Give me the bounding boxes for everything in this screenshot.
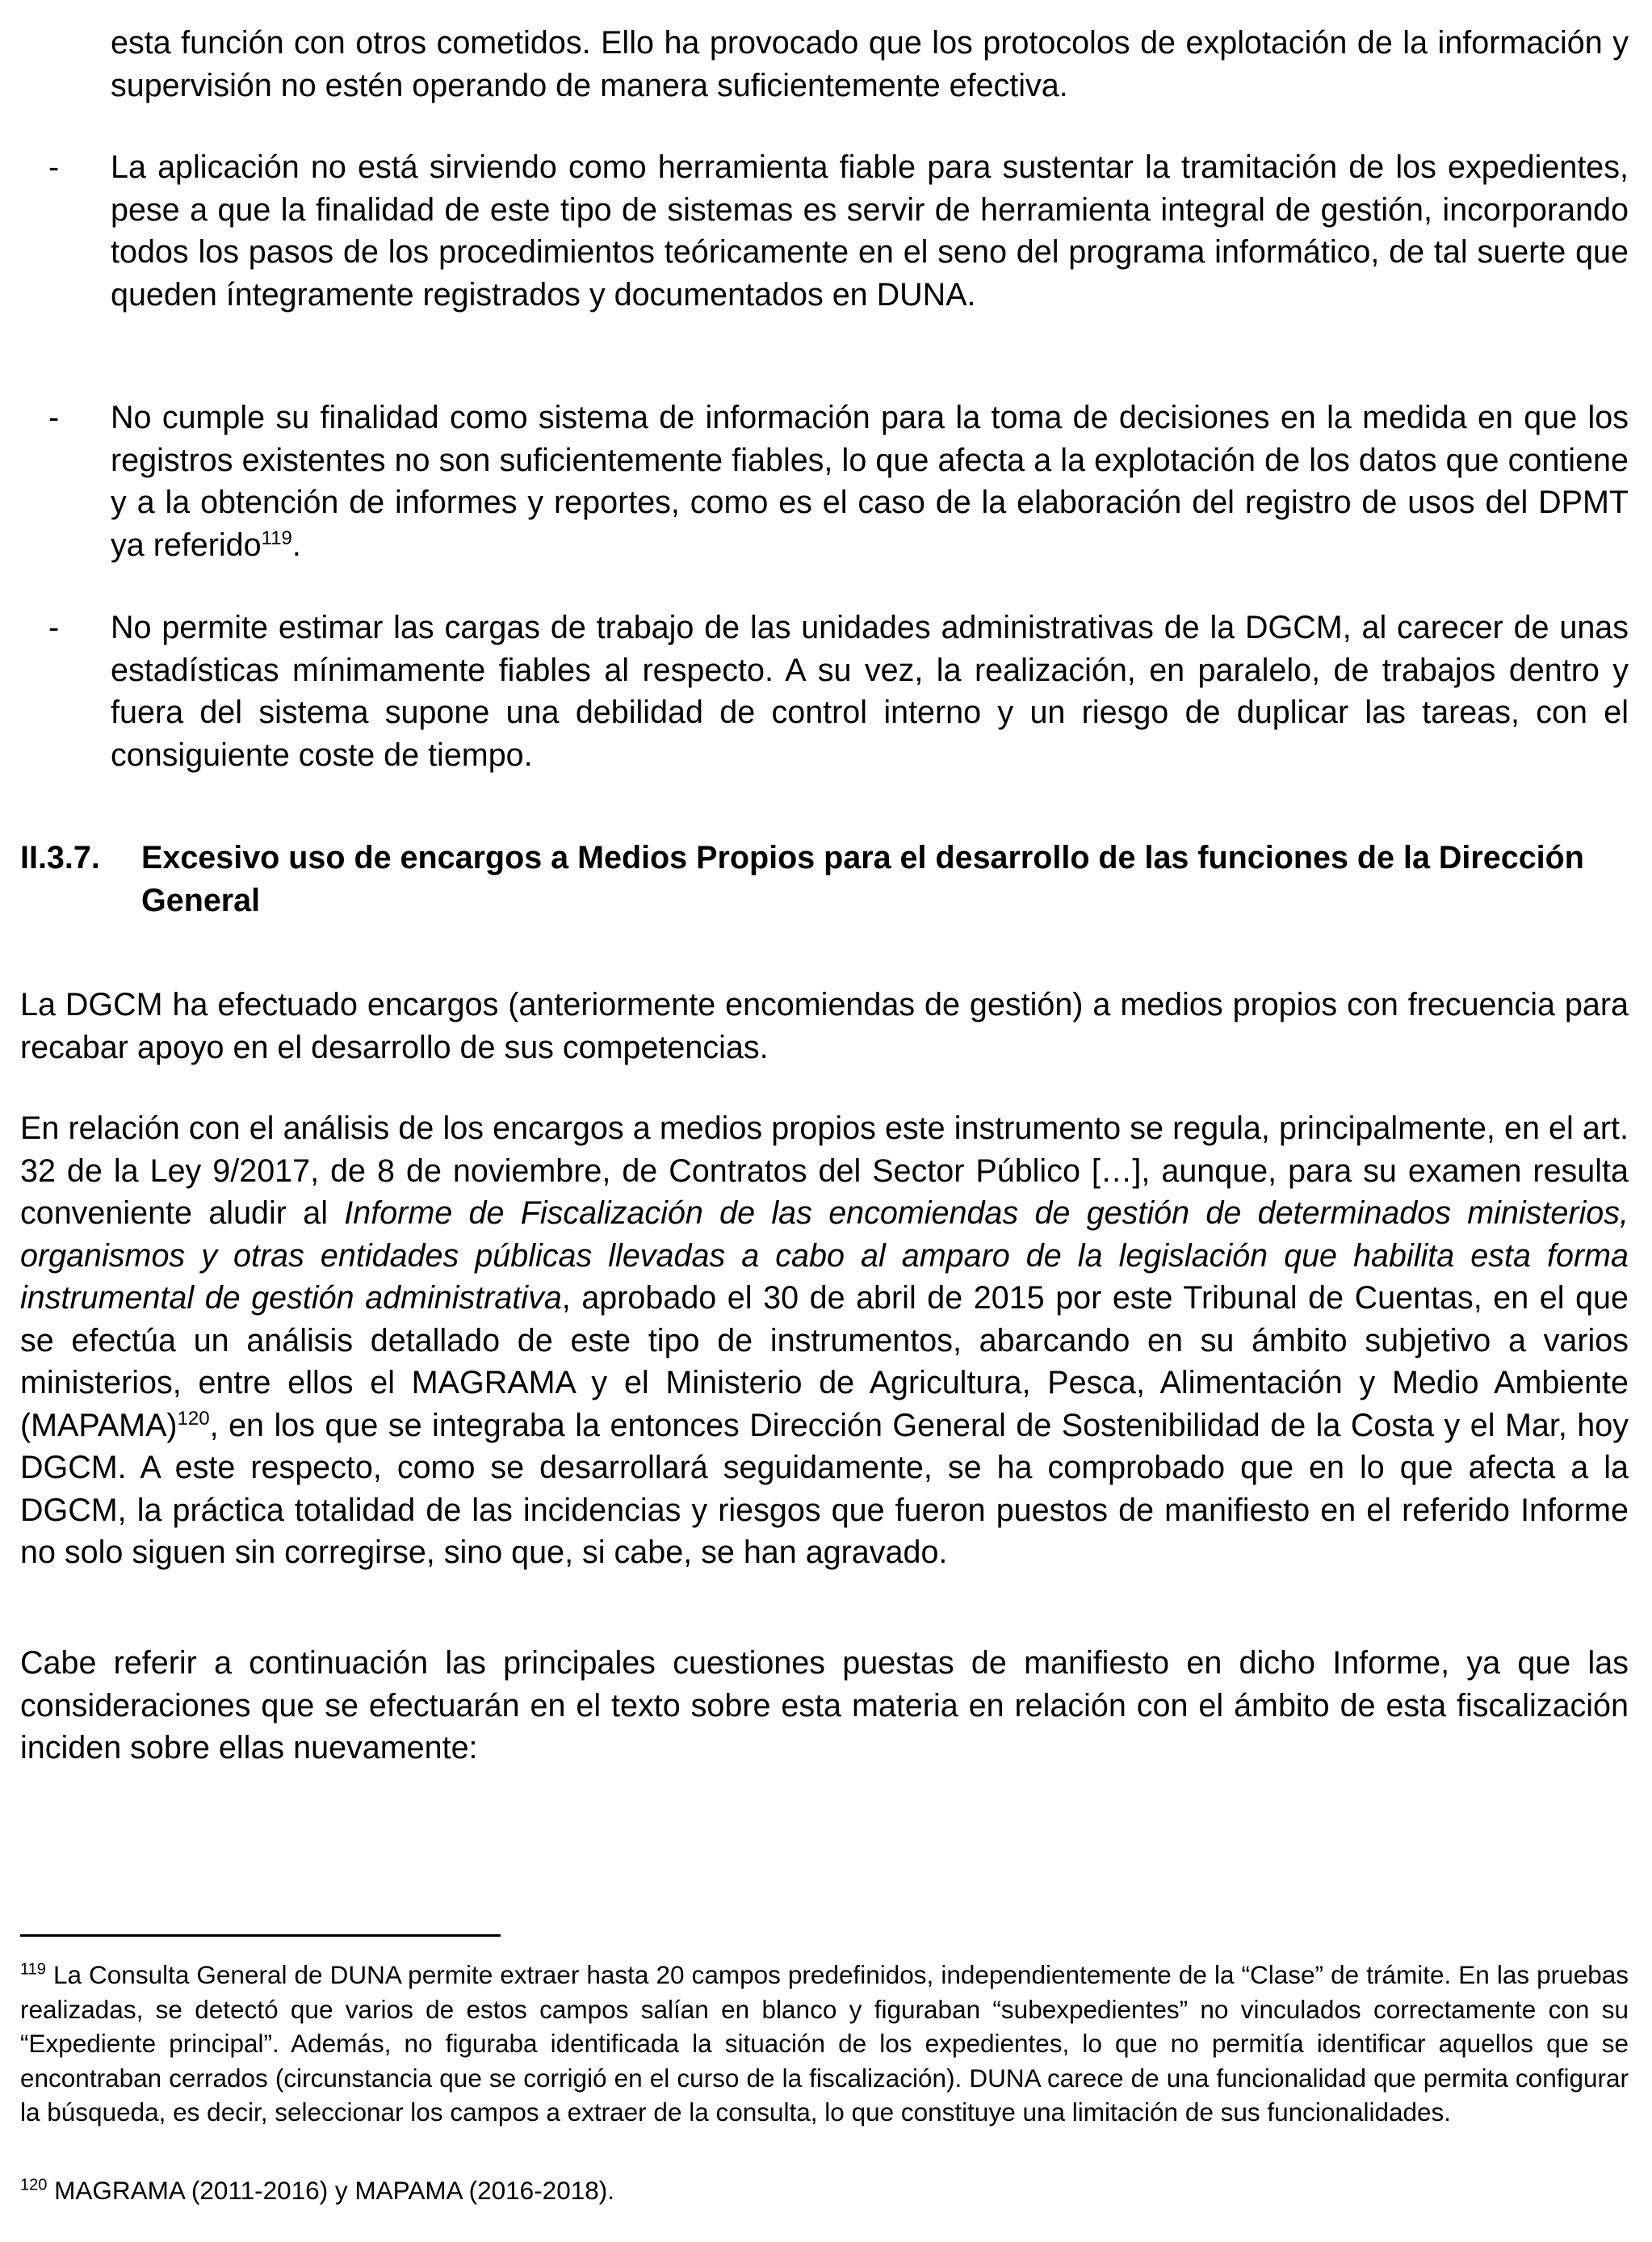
footnote-119 — [20, 1958, 1629, 2130]
list-item-tail: . — [291, 527, 301, 563]
footnote-ref-119[interactable]: 119 — [261, 527, 292, 549]
list-item — [48, 146, 1629, 316]
footnote-separator — [20, 1934, 501, 1937]
list-item-text: No permite estimar las cargas de trabajo de las unidades administrativas de la DGCM, al carecer de unas estadísticas mínimamente fiables al respecto. A su vez, la realización, en paralelo, de trabajos dentro y fuera del sistema supone una debilidad de control interno y un riesgo de duplicar las tareas, con el consiguiente coste de tiempo. — [111, 610, 1629, 773]
footnote-120 — [20, 2173, 1629, 2208]
section-title: Excesivo uso de encargos a Medios Propios para el desarrollo de las funciones de la Dirección General — [141, 840, 1584, 918]
list-item-text: La aplicación no está sirviendo como herramienta fiable para sustentar la tramitación de los expedientes, pese a que la finalidad de este tipo de sistemas es servir de herramienta integral de gestión, incorporando todos los pasos de los procedimientos teóricamente en el seno del programa informático, de tal suerte que queden íntegramente registrados y documentados en DUNA. — [111, 149, 1629, 313]
paragraph-text: En relación con el análisis de los encargos a medios propios este instrumento se regula, principalmente, en el art. 32 de la Ley 9/2017, de 8 de noviembre, de Contratos del Sector Público […], aunque, para su examen resulta conveniente aludir al — [20, 1111, 1629, 1231]
paragraph-3: Cabe referir a continuación las principales cuestiones puestas de manifiesto en dicho Informe, ya que las consideraciones que se efectuarán en el texto sobre esta materia en relación con el ámbito de esta fiscalización inciden sobre ellas nuevamente: — [20, 1645, 1629, 1765]
footnote-text: MAGRAMA (2011-2016) y MAPAMA (2016-2018). — [47, 2176, 615, 2205]
bullet-dash: - — [48, 149, 60, 185]
list-item-text: No cumple su finalidad como sistema de información para la toma de decisiones en la medida en que los registros existentes no son suficientemente fiables, lo que afecta a la explotación de los datos que contiene y a la obtención de informes y reportes, como es el caso de la elaboración del registro de usos del DPMT ya referido — [111, 400, 1629, 563]
footnote-number: 120 — [20, 2176, 48, 2194]
bullet-dash: - — [48, 400, 60, 435]
section-number: II.3.7. — [20, 840, 100, 875]
footnote-text: La Consulta General de DUNA permite extraer hasta 20 campos predefinidos, independientemente de la “Clase” de trámite. En las pruebas realizadas, se detectó que varios de estos campos salían en blanco y figuraban “subexpedientes” no vinculados correctamente con su “Expediente principal”. Además, no figuraba identificada la situación de los expedientes, lo que no permitía identificar aquellos que se encontraban cerrados (circunstancia que se corrigió en el curso de la fiscalización). DUNA carece de una funcionalidad que permita configurar la búsqueda, es decir, seleccionar los campos a extraer de la consulta, lo que constituye una limitación de sus funcionalidades. — [20, 1960, 1629, 2127]
list-item — [48, 607, 1629, 776]
section-heading — [20, 837, 1629, 922]
continuation-paragraph: esta función con otros cometidos. Ello ha provocado que los protocolos de explotación de la información y supervisión no estén operando de manera suficientemente efectiva. — [111, 25, 1629, 103]
paragraph-2 — [20, 1107, 1629, 1574]
bullet-dash: - — [48, 610, 60, 645]
footnote-number: 119 — [20, 1960, 46, 1979]
footnote-ref-120[interactable]: 120 — [177, 1407, 210, 1430]
list-item — [48, 397, 1629, 566]
paragraph-text: , en los que se integraba la entonces Dirección General de Sostenibilidad de la Costa y el Mar, hoy DGCM. A este respecto, como se desarrollará seguidamente, se ha comprobado que en lo que afecta a la DGCM, la práctica totalidad de las incidencias y riesgos que fueron puestos de manifiesto en el referido Informe no solo siguen sin corregirse, sino que, si cabe, se han agravado. — [20, 1407, 1629, 1570]
paragraph-text: , aprobado el 30 de abril de 2015 por este Tribunal de Cuentas, en el que se efectúa un análisis detallado de este tipo de instrumentos, abarcando en su ámbito subjetivo a varios ministerios, entre ellos el MAGRAMA y el Ministerio de Agricultura, Pesca, Alimentación y Medio Ambiente (MAPAMA) — [20, 1280, 1629, 1443]
paragraph-1: La DGCM ha efectuado encargos (anteriormente encomiendas de gestión) a medios propios con frecuencia para recabar apoyo en el desarrollo de sus competencias. — [20, 987, 1629, 1065]
report-title-italic: Informe de Fiscalización de las encomiendas de gestión de determinados ministerios, organismos y otras entidades públicas llevadas a cabo al amparo de la legislación que habilita esta forma instrumental de gestión administrativa — [20, 1195, 1629, 1316]
